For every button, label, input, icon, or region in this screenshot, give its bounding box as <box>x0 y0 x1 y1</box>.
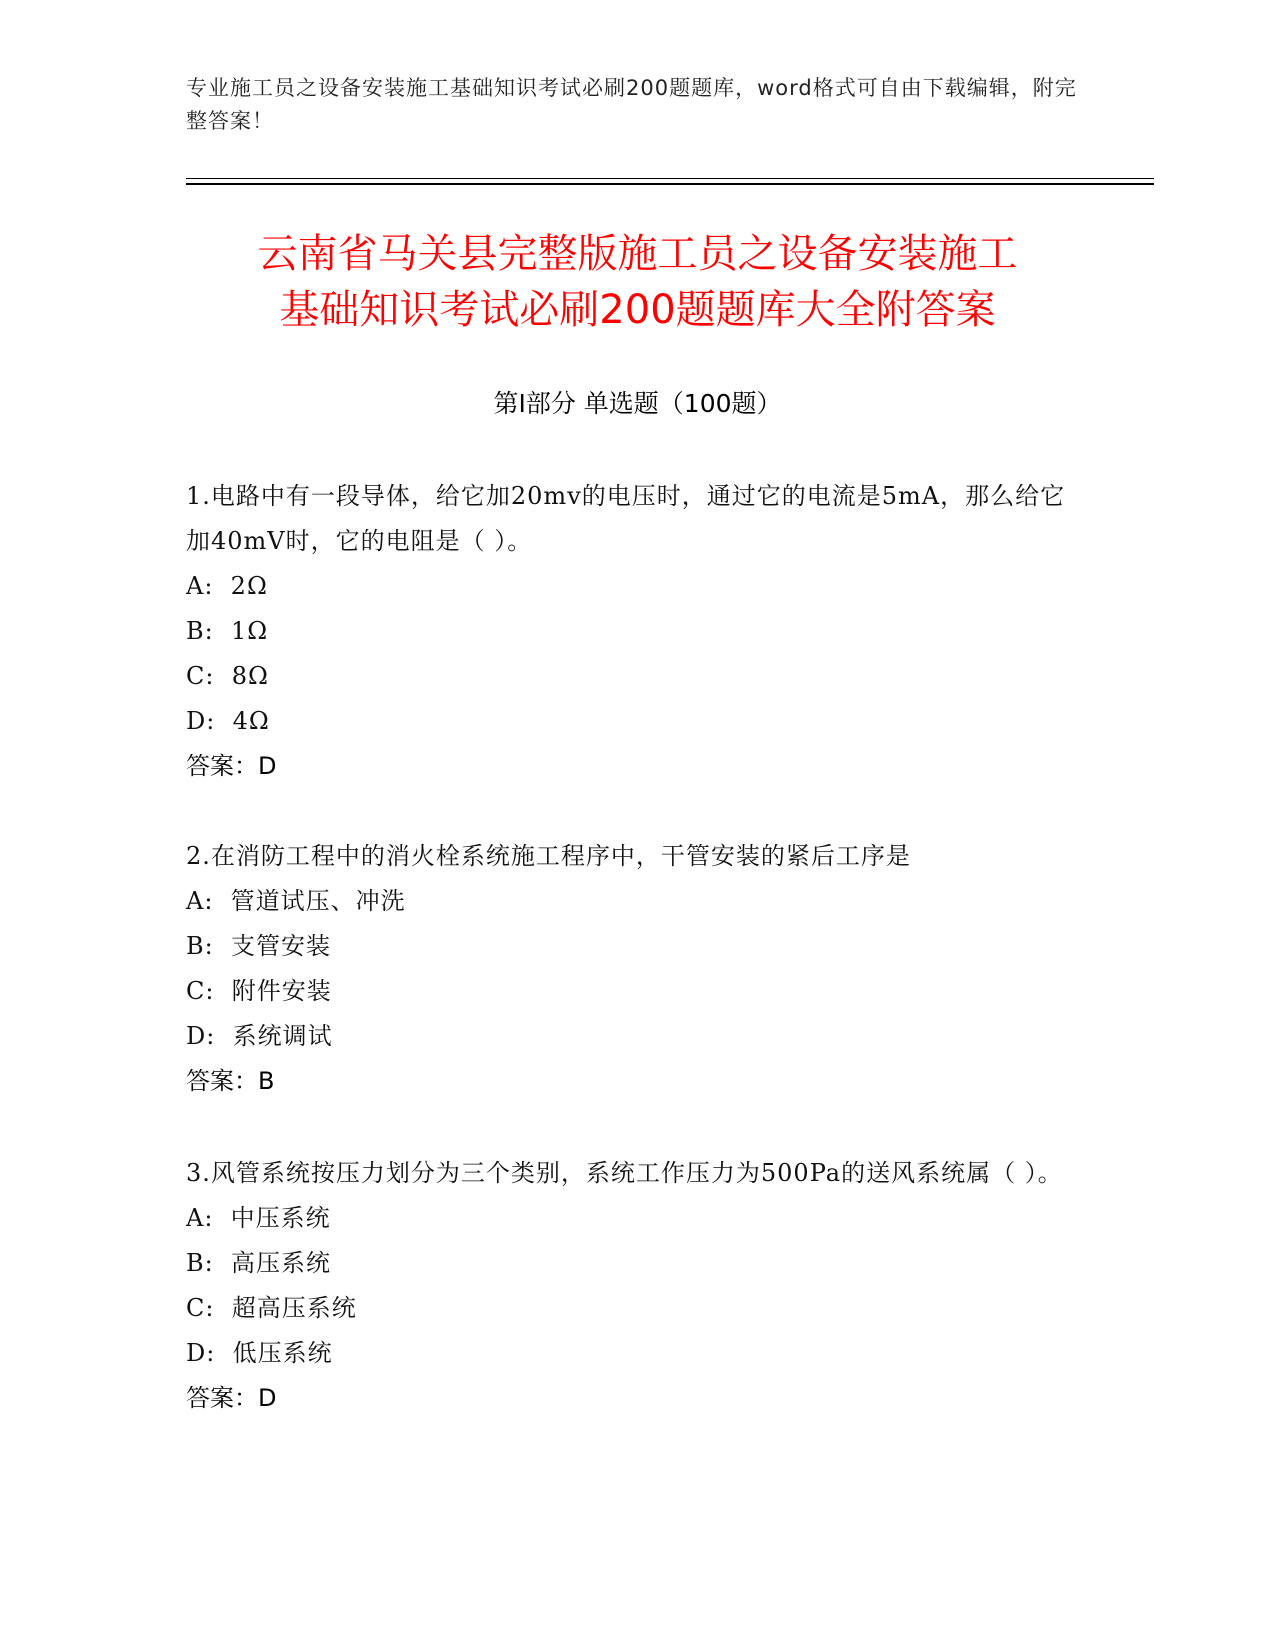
document-title-line1: 云南省马关县完整版施工员之设备安装施工 <box>257 231 1018 277</box>
section-heading: 第I部分 单选题（100题） <box>493 389 782 418</box>
question-stem: 1.电路中有一段导体，给它加20mv的电压时，通过它的电流是5mA，那么给它加40mV时，它的电阻是（ ）。 <box>186 482 1066 555</box>
option-a: A: 管道试压、冲洗 <box>186 887 406 915</box>
option-c: C: 8Ω <box>186 662 269 690</box>
option-a: A: 2Ω <box>186 572 268 600</box>
document-title-line2: 基础知识考试必刷200题题库大全附答案 <box>279 287 996 333</box>
option-b: B: 支管安装 <box>186 932 331 960</box>
question-item <box>186 834 1066 1104</box>
answer-line: 答案：D <box>186 752 277 780</box>
option-c: C: 超高压系统 <box>186 1294 357 1322</box>
question-item <box>186 1151 1066 1421</box>
header-divider-thick <box>186 183 1154 185</box>
option-a: A: 中压系统 <box>186 1204 331 1232</box>
option-b: B: 1Ω <box>186 617 269 645</box>
option-d: D: 4Ω <box>186 707 270 735</box>
question-stem: 2.在消防工程中的消火栓系统施工程序中，干管安装的紧后工序是 <box>186 842 911 870</box>
answer-line: 答案：B <box>186 1067 275 1095</box>
answer-line: 答案：D <box>186 1384 277 1412</box>
option-d: D: 系统调试 <box>186 1022 333 1050</box>
option-b: B: 高压系统 <box>186 1249 331 1277</box>
option-d: D: 低压系统 <box>186 1339 333 1367</box>
header-divider-thin <box>186 178 1154 179</box>
document-title <box>150 226 1125 338</box>
question-stem: 3.风管系统按压力划分为三个类别，系统工作压力为500Pa的送风系统属（ ）。 <box>186 1159 1063 1187</box>
header-note: 专业施工员之设备安装施工基础知识考试必刷200题题库，word格式可自由下载编辑，附完整答案！ <box>186 76 1077 133</box>
option-c: C: 附件安装 <box>186 977 332 1005</box>
question-item <box>186 474 1066 789</box>
